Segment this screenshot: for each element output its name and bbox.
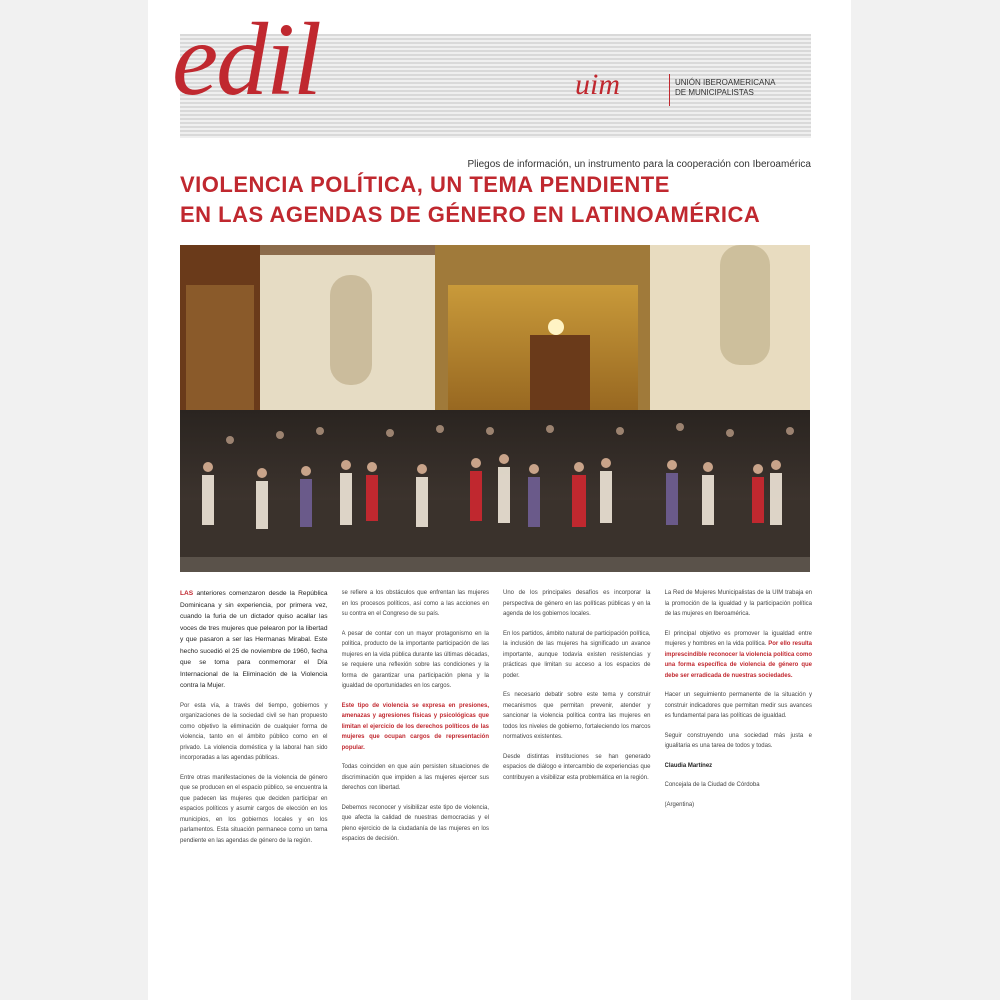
author-name: Claudia Martínez [664, 762, 713, 769]
headline-line-2: EN LAS AGENDAS DE GÉNERO EN LATINOAMÉRICA [180, 202, 761, 228]
lead-first-word: LAS [180, 590, 194, 597]
paragraph: En los partidos, ámbito natural de participación política, la inclusión de las mujeres ha significado un avance importante, aunque todavía existen resistencias y prácticas que limitan su acceso a los espacios de poder. [503, 630, 651, 679]
document-page [148, 0, 851, 1000]
paragraph: Es necesario debatir sobre este tema y construir mecanismos que permitan prevenir, atender y sancionar la violencia política contra las mujeres en todos los niveles de gobierno, fortaleciendo los marcos normativos existentes. [503, 692, 651, 740]
uim-name [675, 78, 801, 98]
paragraph: Desde distintas instituciones se han generado espacios de diálogo e intercambio de experiencias que contribuyen a visibilizar esta problemática en la región. [503, 753, 651, 781]
article-column-1 [180, 588, 328, 978]
uim-brand [575, 70, 801, 110]
group-photo-image [180, 245, 810, 572]
paragraph: La Red de Mujeres Municipalistas de la UIM trabaja en la promoción de la igualdad y la participación política de las mujeres en Iberoamérica. [664, 590, 812, 617]
paragraph: Debemos reconocer y visibilizar este tipo de violencia, que afecta la calidad de nuestras democracias y el pleno ejercicio de la ciudadanía de las mujeres en los espacios de decisión. [341, 804, 489, 842]
lead-paragraph [180, 588, 328, 692]
masthead-tagline: Pliegos de información, un instrumento para la cooperación con Iberoamérica [467, 159, 811, 170]
uim-name-line1: UNIÓN IBEROAMERICANA [675, 78, 776, 87]
article-column-3 [503, 588, 651, 978]
paragraph: Hacer un seguimiento permanente de la situación y construir indicadores que permitan medir sus avances es fundamental para las políticas de igualdad. [664, 692, 812, 719]
article-column-4 [665, 588, 813, 978]
edil-logo: edil [172, 2, 320, 117]
paragraph: se refiere a los obstáculos que enfrentan las mujeres en los procesos políticos, así como a las acciones en su contra en el Congreso de su país. [341, 590, 489, 617]
uim-divider [669, 74, 670, 106]
highlighted-paragraph: Este tipo de violencia se expresa en presiones, amenazas y agresiones físicas y psicológicas que limitan el ejercicio de los derechos políticos de las mujeres que ocupan cargos de representación popular. [341, 702, 489, 751]
group-photo [180, 245, 810, 572]
paragraph: Por esta vía, a través del tiempo, gobiernos y organizaciones de la sociedad civil se han propuesto como objetivo la eliminación de cualquier forma de violencia, tanto en el ámbito público como en el privado. La violencia doméstica y la laboral han sido incorporadas a las agendas públicas. [180, 702, 328, 762]
uim-name-line2: DE MUNICIPALISTAS [675, 88, 754, 97]
highlighted-text: Por ello resulta imprescindible reconocer la violencia política como una forma específica de violencia de género que debe ser erradicada de nuestras sociedades. [664, 641, 812, 679]
lead-text: anteriores comenzaron desde la República Dominicana y sin experiencia, por primera vez, cuando la furia de un dictador quiso acallar las voces de tres mujeres que pelearon por la libertad y que pasaron a ser las Hermanas Mirabal. Este hecho sucedió el 25 de noviembre de 1960, fecha que se toma para conmemorar el Día Internacional de la Eliminación de la Violencia contra la Mujer. [180, 590, 328, 690]
paragraph: A pesar de contar con un mayor protagonismo en la política, producto de la importante participación de las mujeres en la vida pública durante las últimas décadas, se requiere una reflexión sobre las condiciones y la forma de garantizar una participación plena y la igualdad de oportunidades en los cargos. [341, 630, 489, 689]
paragraph: Seguir construyendo una sociedad más justa e igualitaria es una tarea de todos y todas. [664, 732, 812, 749]
article-column-2 [342, 588, 490, 978]
headline-line-1: VIOLENCIA POLÍTICA, UN TEMA PENDIENTE [180, 172, 670, 197]
article-body [180, 588, 812, 978]
paragraph: Todas coinciden en que aún persisten situaciones de discriminación que impiden a las mujeres ejercer sus derechos con libertad. [341, 764, 489, 791]
author-role: Concejala de la Ciudad de Córdoba [664, 782, 760, 788]
paragraph-text: El principal objetivo es promover la igualdad entre mujeres y hombres en la vida política. [664, 630, 812, 647]
author-country: (Argentina) [664, 801, 695, 808]
uim-logo: uim [575, 68, 620, 101]
masthead [172, 2, 811, 170]
paragraph [665, 629, 813, 682]
article-headline [180, 170, 820, 231]
paragraph: Uno de los principales desafíos es incorporar la perspectiva de género en las políticas públicas y en la agenda de los gobiernos locales. [503, 590, 651, 617]
paragraph: Entre otras manifestaciones de la violencia de género que se producen en el espacio público, se encuentra la que padecen las mujeres que deciden participar en espacios políticos y asumir cargos de elección en los municipios, en los gobiernos locales y en los parlamentos. Esta situación permanece como un tema pendiente en las agendas de género de la región. [180, 774, 328, 844]
